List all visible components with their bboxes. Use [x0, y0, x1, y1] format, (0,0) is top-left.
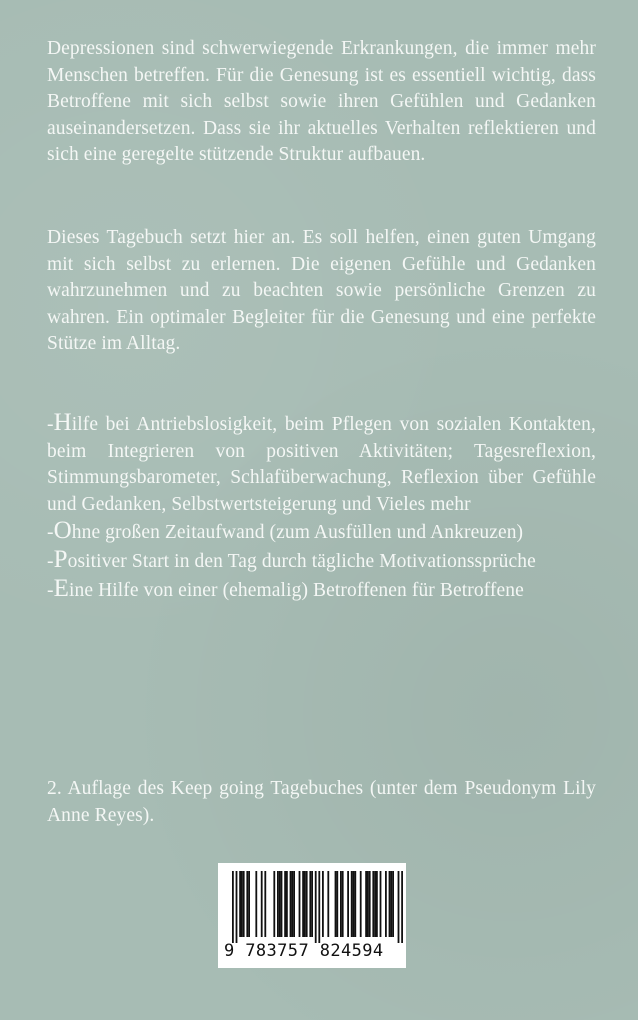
feature-dash: - [47, 579, 54, 601]
barcode-bar [342, 871, 344, 937]
feature-dash: - [47, 414, 54, 435]
barcode-bar [290, 871, 292, 937]
barcode-bar [241, 871, 243, 937]
feature-dash: - [47, 550, 54, 572]
barcode-bar [284, 871, 286, 937]
isbn-barcode [218, 863, 406, 968]
barcode-bar [291, 871, 293, 937]
feature-item [47, 410, 596, 518]
barcode-bar [353, 871, 355, 937]
barcode-bar [335, 871, 337, 937]
barcode-bar [277, 871, 279, 937]
barcode-bar [236, 871, 238, 943]
blurb-paragraph-intro: Depressionen sind schwerwiegende Erkrankungen, die immer mehr Menschen betreffen. Für die Genesung ist es essentiell wichtig, dass Betroffene mit sich selbst sowie ihren Gefühlen und Gedanken auseinandersetzen. Dass sie ihr aktuelles Verhalten reflektieren und sich eine geregelte stützende Struktur aufbauen. [47, 38, 596, 166]
isbn-number: 9 783757 824594 [224, 941, 384, 961]
barcode-bar [293, 871, 295, 937]
barcode-bar [340, 871, 342, 937]
feature-text: ositiver Start in den Tag durch tägliche Motivationssprüche [67, 550, 536, 572]
barcode-bar [246, 871, 248, 937]
feature-text: ine Hilfe von einer (ehemalig) Betroffenen für Betroffene [68, 579, 524, 601]
feature-initial: E [53, 574, 69, 602]
barcode-bar [255, 871, 257, 937]
feature-initial: H [53, 409, 72, 436]
barcode-bar [281, 871, 283, 937]
feature-text: ilfe bei Antriebslosigkeit, beim Pflegen von sozialen Kontakten, beim Integrieren von positiven Aktivitäten; Tagesreflexion, Stimmungsbarometer, Schlafüberwachung, Reflexion über Gefühle und Gedanken, Selbstwertsteigerung und Vieles mehr [47, 414, 596, 515]
barcode-bar [306, 871, 308, 937]
barcode-bar [273, 871, 275, 937]
barcode-bar [390, 871, 392, 937]
barcode-bar [309, 871, 311, 937]
barcode-bar [322, 871, 324, 937]
barcode-bar [302, 871, 304, 937]
feature-initial: O [53, 517, 72, 545]
barcode-bar [304, 871, 306, 937]
barcode-bar [311, 871, 313, 937]
barcode-bar [354, 871, 356, 937]
barcode-bar [248, 871, 250, 937]
barcode-bar [376, 871, 378, 937]
barcode-bar [374, 871, 376, 937]
blurb-paragraph-purpose: Dieses Tagebuch setzt hier an. Es soll helfen, einen guten Umgang mit sich selbst zu erlernen. Die eigenen Gefühle und Gedanken wahrzunehmen und zu beachten sowie persönliche Grenzen zu wahren. Ein optimaler Begleiter für die Genesung und eine perfekte Stütze im Alltag. [47, 227, 596, 355]
barcode-bar [327, 871, 329, 937]
barcode-bar [398, 871, 400, 943]
feature-list [47, 410, 596, 604]
barcode-bar [286, 871, 288, 937]
barcode-bar [372, 871, 374, 937]
barcode-bar [392, 871, 394, 937]
barcode-bar [360, 871, 362, 937]
barcode-bar [299, 871, 301, 937]
feature-dash: - [47, 522, 54, 544]
feature-item [47, 576, 596, 605]
barcode-bar [389, 871, 391, 937]
feature-item [47, 518, 596, 547]
edition-note: 2. Auflage des Keep going Tagebuches (unter dem Pseudonym Lily Anne Reyes). [47, 778, 596, 826]
barcode-bar [367, 871, 369, 937]
barcode-bar [315, 871, 317, 943]
barcode-bar [365, 871, 367, 937]
barcode-bar [261, 871, 263, 937]
barcode-bar [351, 871, 353, 937]
barcode-bar [380, 871, 382, 937]
barcode-bar [232, 871, 234, 943]
barcode-bar [347, 871, 349, 937]
barcode-bar [243, 871, 245, 937]
feature-text: hne großen Zeitaufwand (zum Ausfüllen und Ankreuzen) [71, 522, 524, 544]
feature-initial: P [53, 545, 68, 573]
barcode-bar [336, 871, 338, 937]
barcode-bar [239, 871, 241, 937]
barcode-bar [385, 871, 387, 937]
barcode-bar [264, 871, 266, 937]
barcode-bar [401, 871, 403, 943]
feature-item [47, 547, 596, 576]
barcode-bar [318, 871, 320, 943]
barcode-bar [369, 871, 371, 937]
barcode-bar [279, 871, 281, 937]
